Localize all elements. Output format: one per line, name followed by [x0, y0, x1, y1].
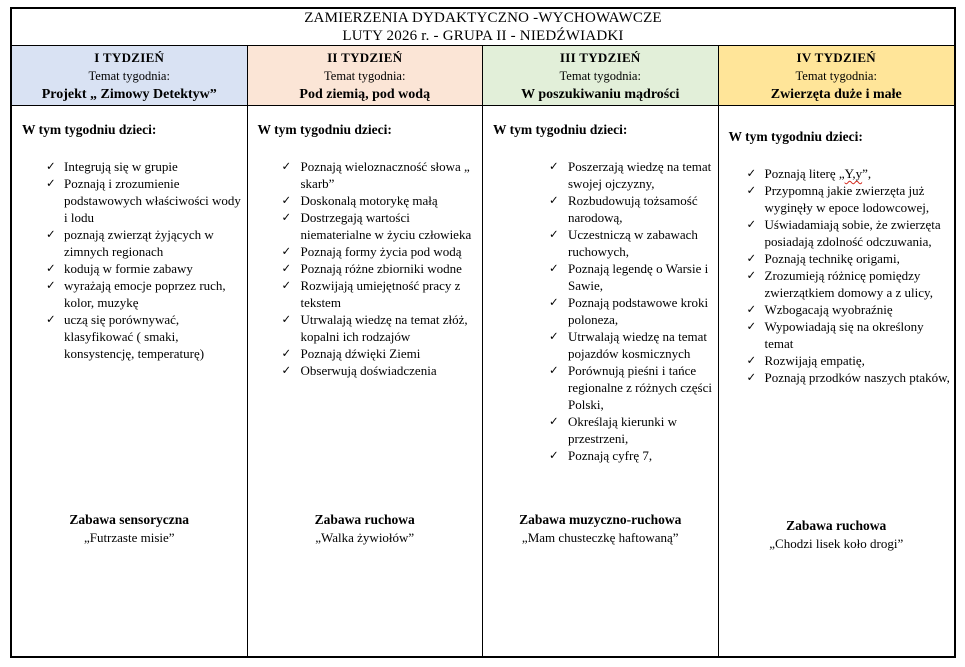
week-2-activity-name: „Walka żywiołów” — [315, 530, 415, 545]
check-icon: ✓ — [746, 166, 757, 180]
week-1-activity-name: „Futrzaste misie” — [83, 530, 175, 545]
goal-list-item: ✓ Poznają formy życia pod wodą — [281, 244, 462, 259]
week-4-name: IV TYDZIEŃ — [796, 50, 876, 65]
check-icon: ✓ — [46, 176, 56, 190]
goal-list-item: ✓ Poznają podstawowe kroki poloneza, — [549, 295, 709, 327]
week-2-body — [248, 106, 484, 656]
check-icon: ✓ — [549, 295, 559, 309]
goal-list-item: ✓ Wypowiadają się na określony temat — [746, 319, 924, 351]
goal-list-item: ✓ Poznają legendę o Warsie i Sawie, — [549, 261, 709, 293]
week-1-body — [12, 106, 248, 656]
check-icon: ✓ — [46, 261, 56, 275]
week-3-goal-list — [483, 158, 718, 464]
check-icon: ✓ — [281, 244, 292, 258]
week-2-name: II TYDZIEŃ — [327, 50, 403, 65]
week-2-header — [248, 46, 484, 105]
goal-list-item: ✓ Rozbudowują tożsamość narodową, — [549, 193, 698, 225]
goal-list-item: ✓ Przypomną jakie zwierzęta już wyginęły w epoce lodowcowej, — [746, 183, 930, 215]
check-icon: ✓ — [281, 363, 292, 377]
check-icon: ✓ — [746, 183, 757, 197]
goal-list-item: ✓ wyrażają emocje poprzez ruch, kolor, muzykę — [46, 278, 226, 310]
goal-list-item: ✓ Poszerzają wiedzę na temat swojej ojczyzny, — [549, 159, 712, 191]
week-3-activity-name: „Mam chusteczkę haftowaną” — [521, 530, 679, 545]
week-1-body-heading: W tym tygodniu dzieci: — [22, 122, 157, 137]
week-3-name: III TYDZIEŃ — [559, 50, 641, 65]
check-icon: ✓ — [281, 159, 292, 173]
week-4-header — [719, 46, 955, 105]
goal-list-item: ✓ Poznają przodków naszych ptaków, — [746, 370, 950, 385]
week-1-name: I TYDZIEŃ — [94, 50, 165, 65]
goal-list-item: ✓ Rozwijają umiejętność pracy z tekstem — [281, 278, 461, 310]
week-1-theme: Projekt „ Zimowy Detektyw” — [41, 87, 217, 102]
goal-list-item: ✓ Doskonalą motorykę małą — [281, 193, 438, 208]
goal-list-item: ✓ Zrozumieją różnicę pomiędzy zwierzątkiem domowy a z ulicy, — [746, 268, 933, 300]
check-icon: ✓ — [746, 268, 757, 282]
spellcheck-wavy-text: Y,y — [844, 166, 863, 181]
week-1-activity-title: Zabawa sensoryczna — [69, 512, 190, 527]
check-icon: ✓ — [746, 370, 757, 384]
check-icon: ✓ — [549, 193, 559, 207]
goal-list-item: ✓ Określają kierunki w przestrzeni, — [549, 414, 678, 446]
check-icon: ✓ — [549, 448, 559, 462]
goal-list-item: ✓ Utrwalają wiedzę na temat pojazdów kosmicznych — [549, 329, 707, 361]
week-4-footer — [719, 517, 955, 553]
week-2-footer — [248, 511, 483, 547]
week-4-activity-name: „Chodzi lisek koło drogi” — [769, 536, 904, 551]
goal-list-item: ✓ Poznają wieloznaczność słowa „ skarb” — [281, 159, 470, 191]
check-icon: ✓ — [549, 159, 559, 173]
check-icon: ✓ — [549, 227, 559, 241]
document-title — [12, 9, 954, 46]
check-icon: ✓ — [281, 346, 292, 360]
goal-list-item: ✓ uczą się porównywać, klasyfikować ( smaki, konsystencję, temperaturę) — [46, 312, 205, 361]
document-title-line2: LUTY 2026 r. - GRUPA II - NIEDŹWIADKI — [342, 27, 624, 44]
goal-list-item: ✓ Uczestniczą w zabawach ruchowych, — [549, 227, 698, 259]
check-icon: ✓ — [746, 251, 757, 265]
goal-list-item: ✓ Dostrzegają wartości niematerialne w życiu człowieka — [281, 210, 472, 242]
goal-list-item: ✓ Poznają dźwięki Ziemi — [281, 346, 421, 361]
check-icon: ✓ — [46, 312, 56, 326]
week-2-body-heading: W tym tygodniu dzieci: — [257, 122, 392, 137]
check-icon: ✓ — [746, 302, 757, 316]
goal-list-item: ✓ Integrują się w grupie — [46, 159, 178, 174]
week-2-activity-title: Zabawa ruchowa — [314, 512, 415, 527]
week-4-body — [719, 106, 955, 656]
check-icon: ✓ — [549, 329, 559, 343]
goal-list-item: ✓ poznają zwierząt żyjących w zimnych regionach — [46, 227, 214, 259]
week-4-theme: Zwierzęta duże i małe — [770, 87, 902, 102]
check-icon: ✓ — [281, 261, 292, 275]
goal-list-item: ✓ Poznają literę „Y,y”, — [746, 166, 872, 181]
week-2-theme: Pod ziemią, pod wodą — [299, 87, 431, 102]
goal-list-item: ✓ Wzbogacają wyobraźnię — [746, 302, 893, 317]
goal-list-item: ✓ Uświadamiają sobie, że zwierzęta posiadają zdolność odczuwania, — [746, 217, 941, 249]
week-1-footer — [12, 511, 247, 547]
check-icon: ✓ — [746, 353, 757, 367]
check-icon: ✓ — [549, 261, 559, 275]
check-icon: ✓ — [281, 193, 292, 207]
goal-list-item: ✓ Obserwują doświadczenia — [281, 363, 437, 378]
check-icon: ✓ — [281, 278, 292, 292]
goal-list-item: ✓ Poznają cyfrę 7, — [549, 448, 653, 463]
check-icon: ✓ — [46, 227, 56, 241]
week-4-subtitle: Temat tygodnia: — [795, 69, 877, 83]
week-body-row — [12, 106, 954, 656]
week-3-header — [483, 46, 719, 105]
check-icon: ✓ — [281, 312, 292, 326]
check-icon: ✓ — [549, 363, 559, 377]
week-1-header — [12, 46, 248, 105]
goal-list-item: ✓ Poznają technikę origami, — [746, 251, 900, 266]
check-icon: ✓ — [46, 159, 56, 173]
check-icon: ✓ — [746, 319, 757, 333]
goal-list-item: ✓ Poznają różne zbiorniki wodne — [281, 261, 462, 276]
week-3-footer — [483, 511, 718, 547]
lesson-plan-table — [10, 7, 956, 658]
week-3-body-heading: W tym tygodniu dzieci: — [493, 122, 628, 137]
week-3-activity-title: Zabawa muzyczno-ruchowa — [519, 512, 682, 527]
week-3-subtitle: Temat tygodnia: — [559, 69, 641, 83]
goal-list-item: ✓ Porównują pieśni i tańce regionalne z różnych części Polski, — [549, 363, 713, 412]
goal-list-item: ✓ kodują w formie zabawy — [46, 261, 193, 276]
check-icon: ✓ — [46, 278, 56, 292]
check-icon: ✓ — [746, 217, 757, 231]
week-3-theme: W poszukiwaniu mądrości — [521, 87, 680, 102]
week-2-goal-list — [248, 158, 483, 379]
week-1-goal-list — [12, 158, 247, 362]
week-3-body — [483, 106, 719, 656]
goal-list-item: ✓ Utrwalają wiedzę na temat złóż, kopalni ich rodzajów — [281, 312, 468, 344]
week-2-subtitle: Temat tygodnia: — [324, 69, 406, 83]
document-title-line1: ZAMIERZENIA DYDAKTYCZNO -WYCHOWAWCZE — [304, 10, 662, 26]
week-4-goal-list — [719, 165, 955, 386]
check-icon: ✓ — [281, 210, 292, 224]
week-header-row — [12, 46, 954, 106]
week-4-activity-title: Zabawa ruchowa — [786, 518, 887, 533]
goal-list-item: ✓ Rozwijają empatię, — [746, 353, 865, 368]
goal-list-item: ✓ Poznają i zrozumienie podstawowych właściwości wody i lodu — [46, 176, 241, 225]
week-1-subtitle: Temat tygodnia: — [88, 69, 170, 83]
week-4-body-heading: W tym tygodniu dzieci: — [728, 129, 863, 144]
check-icon: ✓ — [549, 414, 559, 428]
